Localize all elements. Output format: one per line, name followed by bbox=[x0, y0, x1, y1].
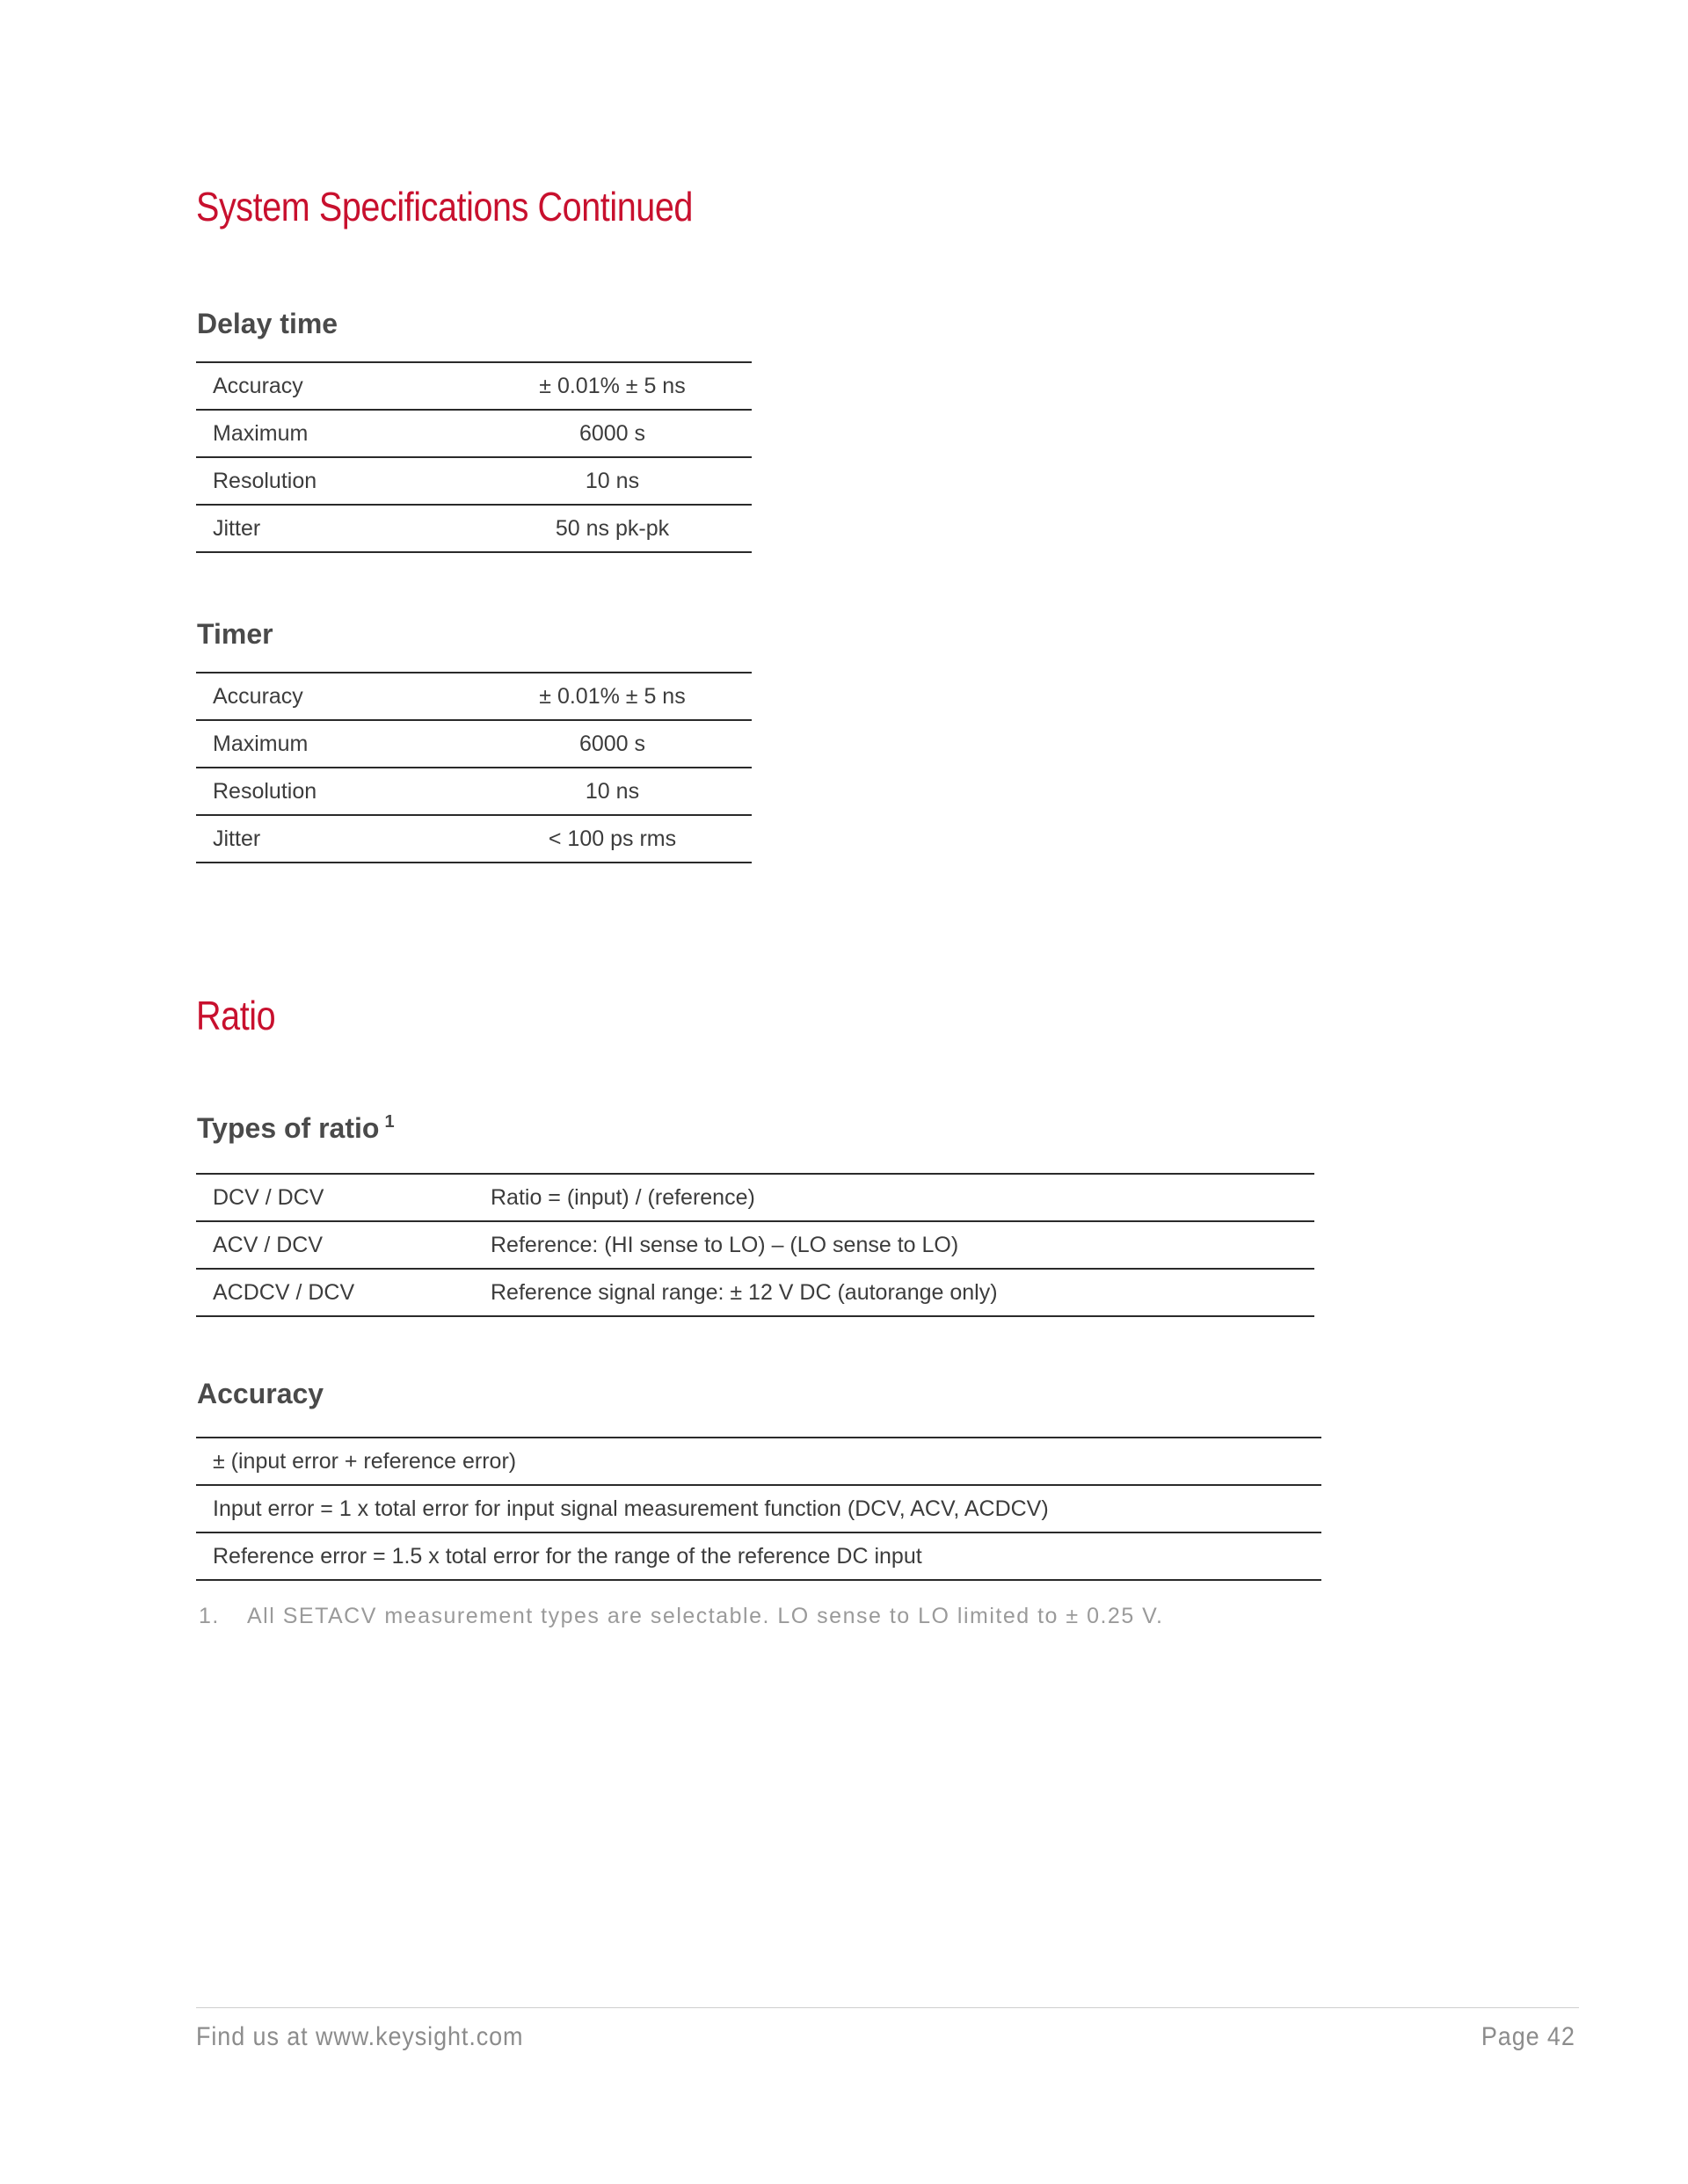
row-value: 6000 s bbox=[473, 720, 752, 768]
row-value: Reference signal range: ± 12 V DC (autorange only) bbox=[474, 1269, 1314, 1316]
row-value: 6000 s bbox=[473, 410, 752, 457]
row-label: Maximum bbox=[196, 720, 473, 768]
footer-divider bbox=[196, 2007, 1579, 2008]
row-label: Resolution bbox=[196, 457, 473, 505]
row-value: ± 0.01% ± 5 ns bbox=[473, 362, 752, 410]
types-of-ratio-label: Types of ratio bbox=[197, 1112, 380, 1144]
footnote bbox=[199, 1604, 1164, 1629]
table-row bbox=[196, 768, 752, 815]
ratio-title: Ratio bbox=[196, 993, 276, 1038]
timer-table bbox=[196, 672, 752, 863]
table-row bbox=[196, 457, 752, 505]
footnote-number: 1. bbox=[199, 1604, 220, 1628]
row-label: ACV / DCV bbox=[196, 1221, 474, 1269]
accuracy-heading: Accuracy bbox=[197, 1378, 324, 1409]
footnote-text: All SETACV measurement types are selectable. LO sense to LO limited to ± 0.25 V. bbox=[247, 1604, 1164, 1628]
table-row bbox=[196, 720, 752, 768]
row-label: Resolution bbox=[196, 768, 473, 815]
row-label: Jitter bbox=[196, 815, 473, 863]
row-label: Jitter bbox=[196, 505, 473, 552]
table-row bbox=[196, 1532, 1321, 1580]
accuracy-line: ± (input error + reference error) bbox=[196, 1438, 1321, 1485]
table-row bbox=[196, 1269, 1314, 1316]
table-row bbox=[196, 362, 752, 410]
row-value: 50 ns pk-pk bbox=[473, 505, 752, 552]
row-value: < 100 ps rms bbox=[473, 815, 752, 863]
types-of-ratio-heading bbox=[197, 1112, 395, 1145]
accuracy-line: Input error = 1 x total error for input signal measurement function (DCV, ACV, ACDCV) bbox=[196, 1485, 1321, 1532]
row-label: DCV / DCV bbox=[196, 1174, 474, 1221]
page-title: System Specifications Continued bbox=[196, 184, 693, 229]
table-row bbox=[196, 1485, 1321, 1532]
row-value: ± 0.01% ± 5 ns bbox=[473, 673, 752, 720]
table-row bbox=[196, 505, 752, 552]
row-label: Maximum bbox=[196, 410, 473, 457]
row-value: 10 ns bbox=[473, 768, 752, 815]
row-value: 10 ns bbox=[473, 457, 752, 505]
types-of-ratio-table bbox=[196, 1173, 1314, 1317]
table-row bbox=[196, 815, 752, 863]
table-row bbox=[196, 673, 752, 720]
page-number: Page 42 bbox=[1481, 2022, 1575, 2051]
row-label: Accuracy bbox=[196, 673, 473, 720]
footnote-ref: 1 bbox=[384, 1112, 395, 1132]
row-label: Accuracy bbox=[196, 362, 473, 410]
row-value: Reference: (HI sense to LO) – (LO sense to LO) bbox=[474, 1221, 1314, 1269]
row-value: Ratio = (input) / (reference) bbox=[474, 1174, 1314, 1221]
table-row bbox=[196, 410, 752, 457]
accuracy-line: Reference error = 1.5 x total error for the range of the reference DC input bbox=[196, 1532, 1321, 1580]
table-row bbox=[196, 1438, 1321, 1485]
footer-website: Find us at www.keysight.com bbox=[196, 2022, 524, 2051]
timer-heading: Timer bbox=[197, 618, 273, 650]
row-label: ACDCV / DCV bbox=[196, 1269, 474, 1316]
table-row bbox=[196, 1221, 1314, 1269]
accuracy-table bbox=[196, 1437, 1321, 1581]
delay-time-table bbox=[196, 361, 752, 553]
delay-time-heading: Delay time bbox=[197, 308, 338, 339]
table-row bbox=[196, 1174, 1314, 1221]
